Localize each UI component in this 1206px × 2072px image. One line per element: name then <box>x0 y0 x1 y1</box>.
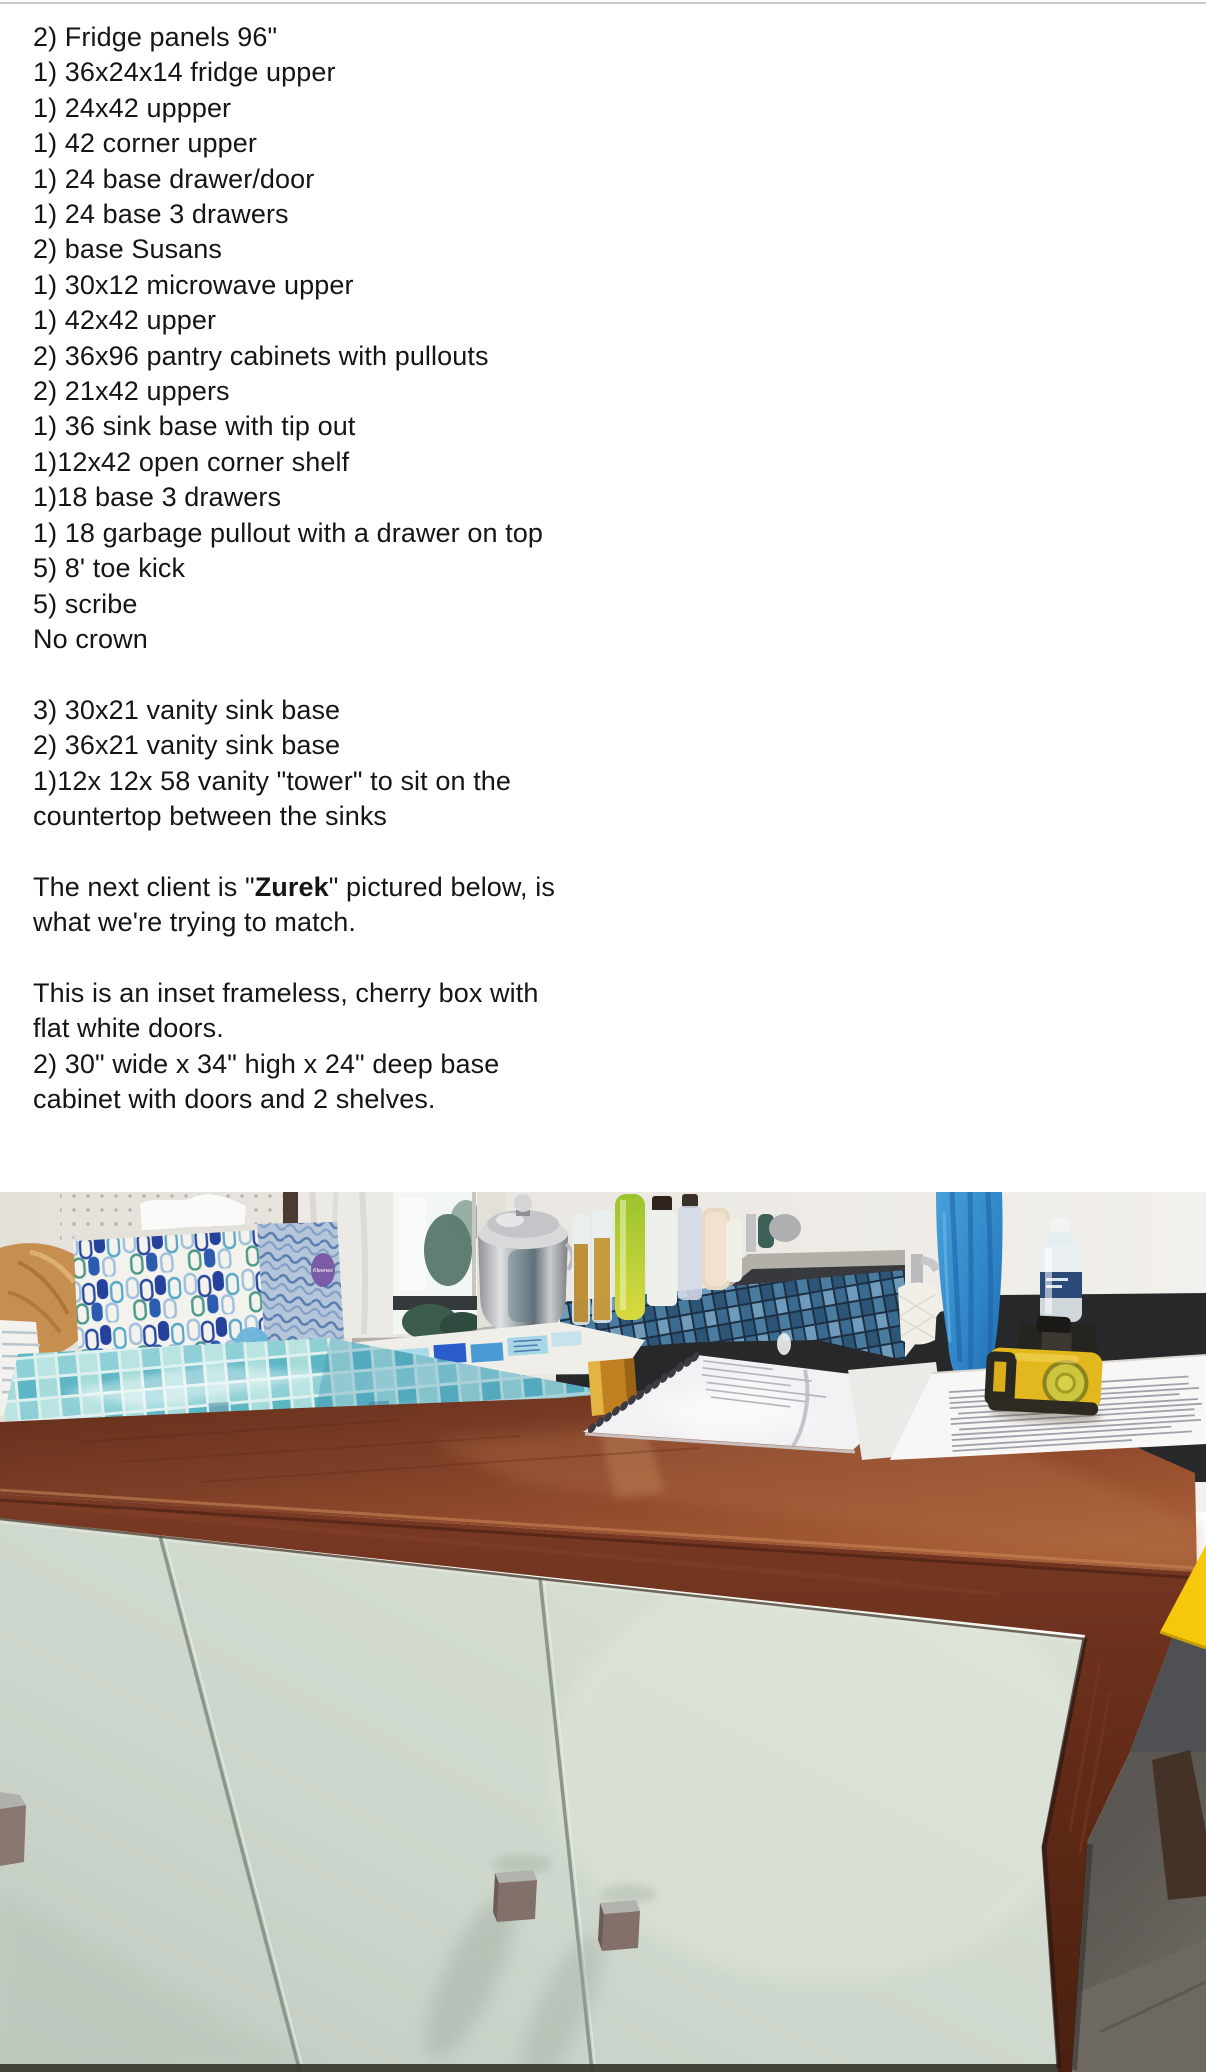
spec-line: 2) 21x42 uppers <box>33 376 230 407</box>
spec-line: 1) 30x12 microwave upper <box>33 269 354 300</box>
door-knob[interactable] <box>0 1792 26 1866</box>
spec-line: 1) 42x42 upper <box>33 305 217 336</box>
door-knob[interactable] <box>598 1900 640 1951</box>
client-name: Zurek <box>254 871 329 902</box>
spec-line: 1) 42 corner upper <box>33 128 257 159</box>
window <box>393 1192 484 1340</box>
client-note-line: what we're trying to match. <box>33 907 356 938</box>
spec-line: 2) 36x96 pantry cabinets with pullouts <box>33 340 489 371</box>
description-line: flat white doors. <box>33 1013 224 1044</box>
description-line: This is an inset frameless, cherry box with <box>33 977 539 1008</box>
wall-fixture <box>777 1333 791 1355</box>
description-line: cabinet with doors and 2 shelves. <box>33 1084 436 1115</box>
spec-line: 2) Fridge panels 96" <box>33 22 278 52</box>
notes-text <box>33 20 1173 1118</box>
spec-line: 5) 8' toe kick <box>33 553 186 584</box>
spec-line: 1)12x42 open corner shelf <box>33 446 350 477</box>
spec-line: 1) 24x42 uppper <box>33 92 232 123</box>
spec-line: 1) 24 base drawer/door <box>33 163 315 194</box>
spec-line: 1) 24 base 3 drawers <box>33 199 289 230</box>
toe-kick-shadow <box>0 2064 1058 2072</box>
vanity-line: 2) 36x21 vanity sink base <box>33 730 341 761</box>
spec-line: 5) scribe <box>33 588 138 619</box>
spec-line: 2) base Susans <box>33 234 223 265</box>
spec-line: No crown <box>33 623 148 654</box>
vanity-line: 1)12x 12x 58 vanity "tower" to sit on the <box>33 765 512 796</box>
vanity-line: countertop between the sinks <box>33 800 388 831</box>
blank-line <box>33 941 1173 976</box>
spec-line: 1) 36 sink base with tip out <box>33 411 356 442</box>
blank-line <box>33 657 1173 692</box>
client-note-line: The next client is "Zurek" pictured below, is <box>33 871 555 902</box>
blank-line <box>33 834 1173 869</box>
kleenex-side-logo-text: Kleenex <box>313 1268 333 1274</box>
spec-line: 1)18 base 3 drawers <box>33 482 282 513</box>
description-line: 2) 30" wide x 34" high x 24" deep base <box>33 1048 500 1079</box>
door-knob[interactable] <box>493 1870 537 1922</box>
cabinet-photo[interactable] <box>0 1192 1206 2072</box>
thread-divider <box>0 2 1206 4</box>
vanity-line: 3) 30x21 vanity sink base <box>33 694 341 725</box>
spec-line: 1) 18 garbage pullout with a drawer on top <box>33 517 544 548</box>
spec-line: 1) 36x24x14 fridge upper <box>33 57 336 88</box>
